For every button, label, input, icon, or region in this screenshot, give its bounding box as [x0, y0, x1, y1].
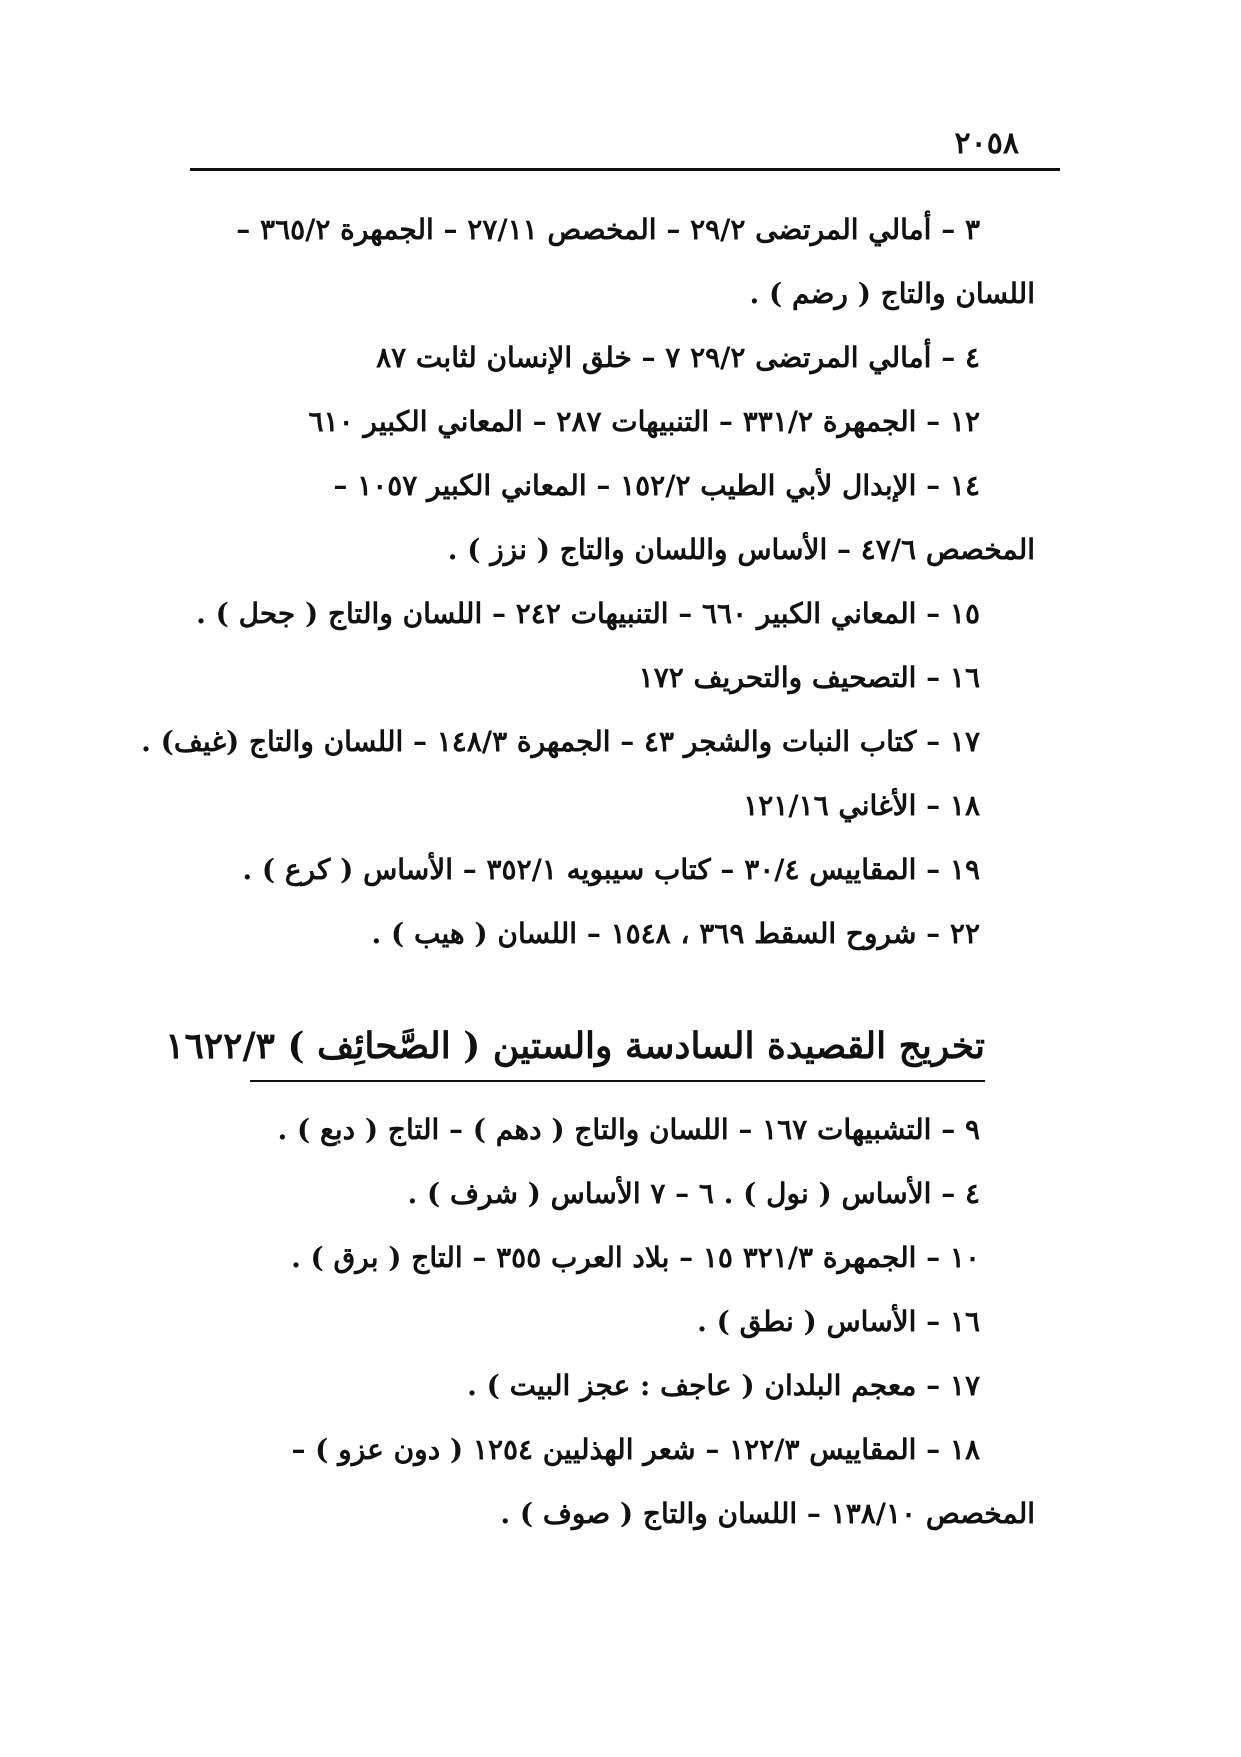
reference-line: ١٧ – معجم البلدان ( عاجف : عجز البيت ) . [467, 1369, 980, 1402]
reference-line: ١٠ – الجمهرة ٣٢١/٣ ١٥ – بلاد العرب ٣٥٥ – التاج ( برق ) . [291, 1241, 980, 1274]
reference-line: المخصص ١٣٨/١٠ – اللسان والتاج ( صوف ) . [500, 1497, 1035, 1530]
reference-line: ١٨ – الأغاني ١٢١/١٦ [743, 789, 980, 822]
section-heading: تخريج القصيدة السادسة والستين ( الصَّحائِف ) ١٦٢٢/٣ [165, 1025, 985, 1067]
reference-line: ١٩ – المقاييس ٣٠/٤ – كتاب سيبويه ٣٥٢/١ – الأساس ( كرع ) . [242, 853, 980, 886]
reference-line: ١٨ – المقاييس ١٢٢/٣ – شعر الهذليين ١٢٥٤ ( دون عزو ) – [291, 1433, 980, 1466]
reference-line: اللسان والتاج ( رضم ) . [749, 277, 1035, 310]
reference-line: ١٦ – الأساس ( نطق ) . [697, 1305, 980, 1338]
reference-line: ١٢ – الجمهرة ٣٣١/٢ – التنبيهات ٢٨٧ – المعاني الكبير ٦١٠ [308, 405, 980, 438]
page-number: ٢٠٥٨ [954, 126, 1019, 161]
references-section-2 [195, 1098, 1035, 1546]
reference-line: ١٦ – التصحيف والتحريف ١٧٢ [638, 661, 980, 694]
reference-line: المخصص ٤٧/٦ – الأساس واللسان والتاج ( نزز ) . [447, 533, 1035, 566]
reference-line: ٣ – أمالي المرتضى ٢٩/٢ – المخصص ٢٧/١١ – الجمهرة ٣٦٥/٢ – [236, 213, 980, 246]
reference-line: ١٧ – كتاب النبات والشجر ٤٣ – الجمهرة ١٤٨/٣ – اللسان والتاج (غيف) . [141, 725, 980, 758]
reference-line: ٤ – الأساس ( نول ) . ٦ – ٧ الأساس ( شرف ) . [407, 1177, 980, 1210]
reference-line: ٢٢ – شروح السقط ٣٦٩ ، ١٥٤٨ – اللسان ( هيب ) . [371, 917, 980, 950]
references-section-1 [141, 198, 1035, 966]
heading-rule [250, 1080, 985, 1082]
reference-line: ١٥ – المعاني الكبير ٦٦٠ – التنبيهات ٢٤٢ – اللسان والتاج ( جحل ) . [196, 597, 980, 630]
reference-line: ٤ – أمالي المرتضى ٢٩/٢ ٧ – خلق الإنسان لثابت ٨٧ [376, 341, 980, 374]
reference-line: ١٤ – الإبدال لأبي الطيب ١٥٢/٢ – المعاني الكبير ١٠٥٧ – [333, 469, 980, 502]
top-rule [190, 168, 1060, 171]
reference-line: ٩ – التشبيهات ١٦٧ – اللسان والتاج ( دهم ) – التاج ( دبع ) . [277, 1113, 980, 1146]
